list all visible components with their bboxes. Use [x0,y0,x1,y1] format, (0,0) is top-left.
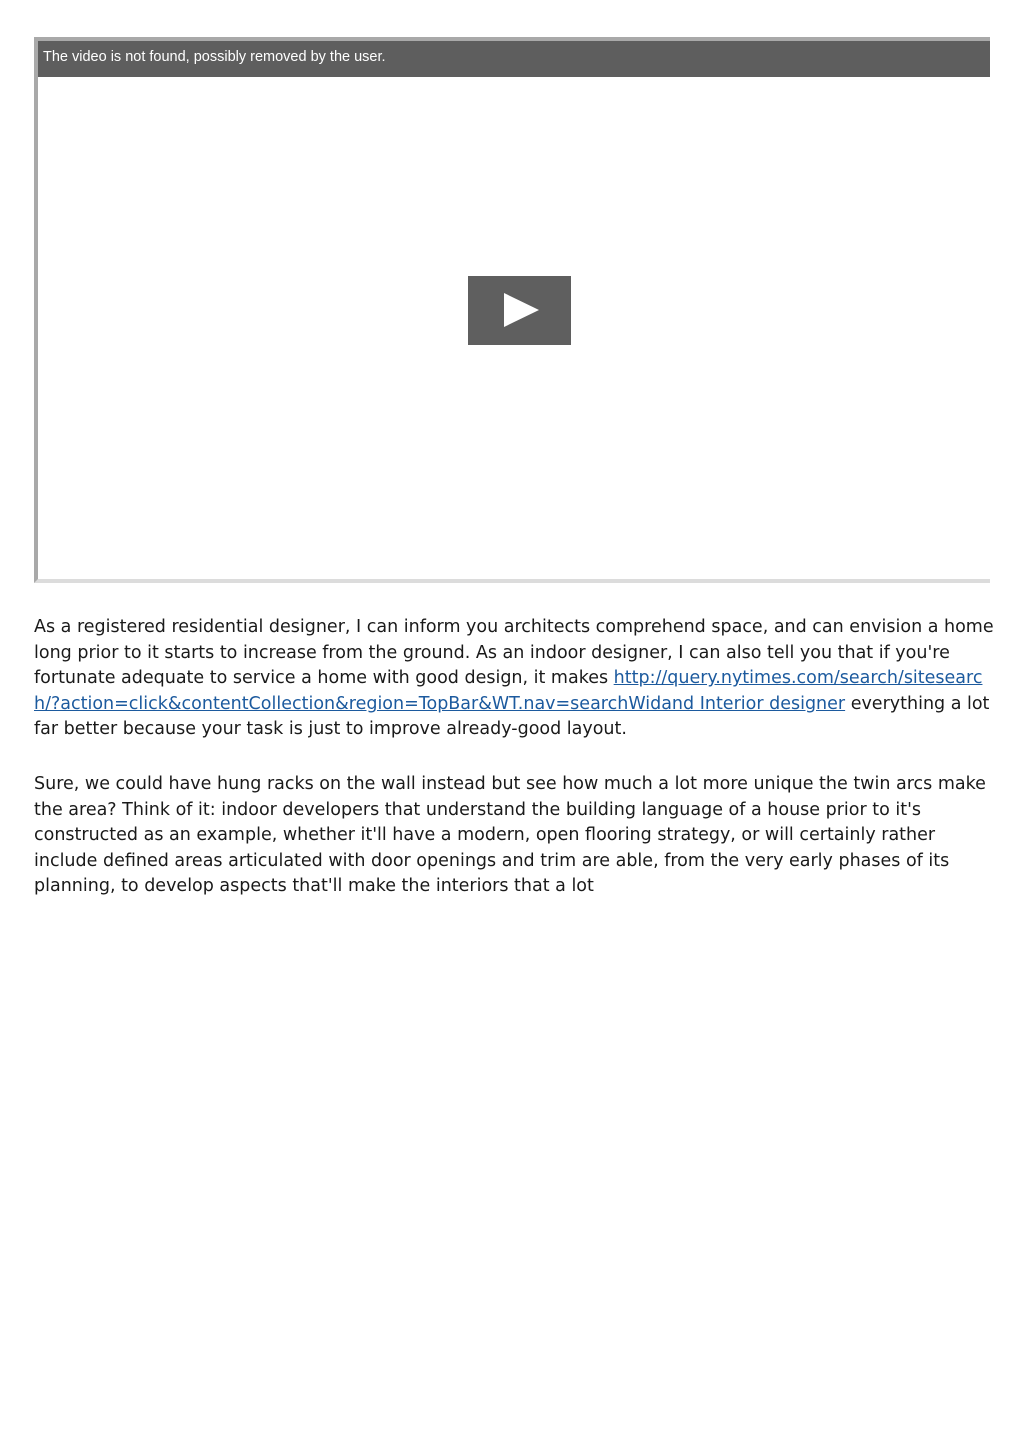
interior-designer-link[interactable]: http://query.nytimes.com/search/sitesearch/?action=click&contentCollection&region=TopBar&WT.nav=searchWidand Interior designer [34,668,983,714]
paragraph-1-text-before: As a registered residential designer, I can inform you architects comprehend space, and can envision a home long prior to it starts to increase from the ground. As an indoor designer, I can also tell you that if you're fortunate adequate to service a home with good design, it makes [34,617,994,689]
article-body [34,615,994,929]
video-error-message: The video is not found, possibly removed by the user. [43,49,386,65]
play-button[interactable] [468,276,571,345]
play-icon [504,293,539,327]
paragraph-1-text-after: everything a lot far better because your task is just to improve already-good layout. [34,693,990,740]
video-error-bar [38,41,990,77]
article-paragraph-1 [34,615,994,743]
video-player[interactable] [34,37,990,583]
article-paragraph-2: Sure, we could have hung racks on the wall instead but see how much a lot more unique the twin arcs make the area? Think of it: indoor developers that understand the building language of a house prior to it's constructed as an example, whether it'll have a modern, open flooring strategy, or will certainly rather include defined areas articulated with door openings and trim are able, from the very early phases of its planning, to develop aspects that'll make the interiors that a lot [34,773,986,897]
